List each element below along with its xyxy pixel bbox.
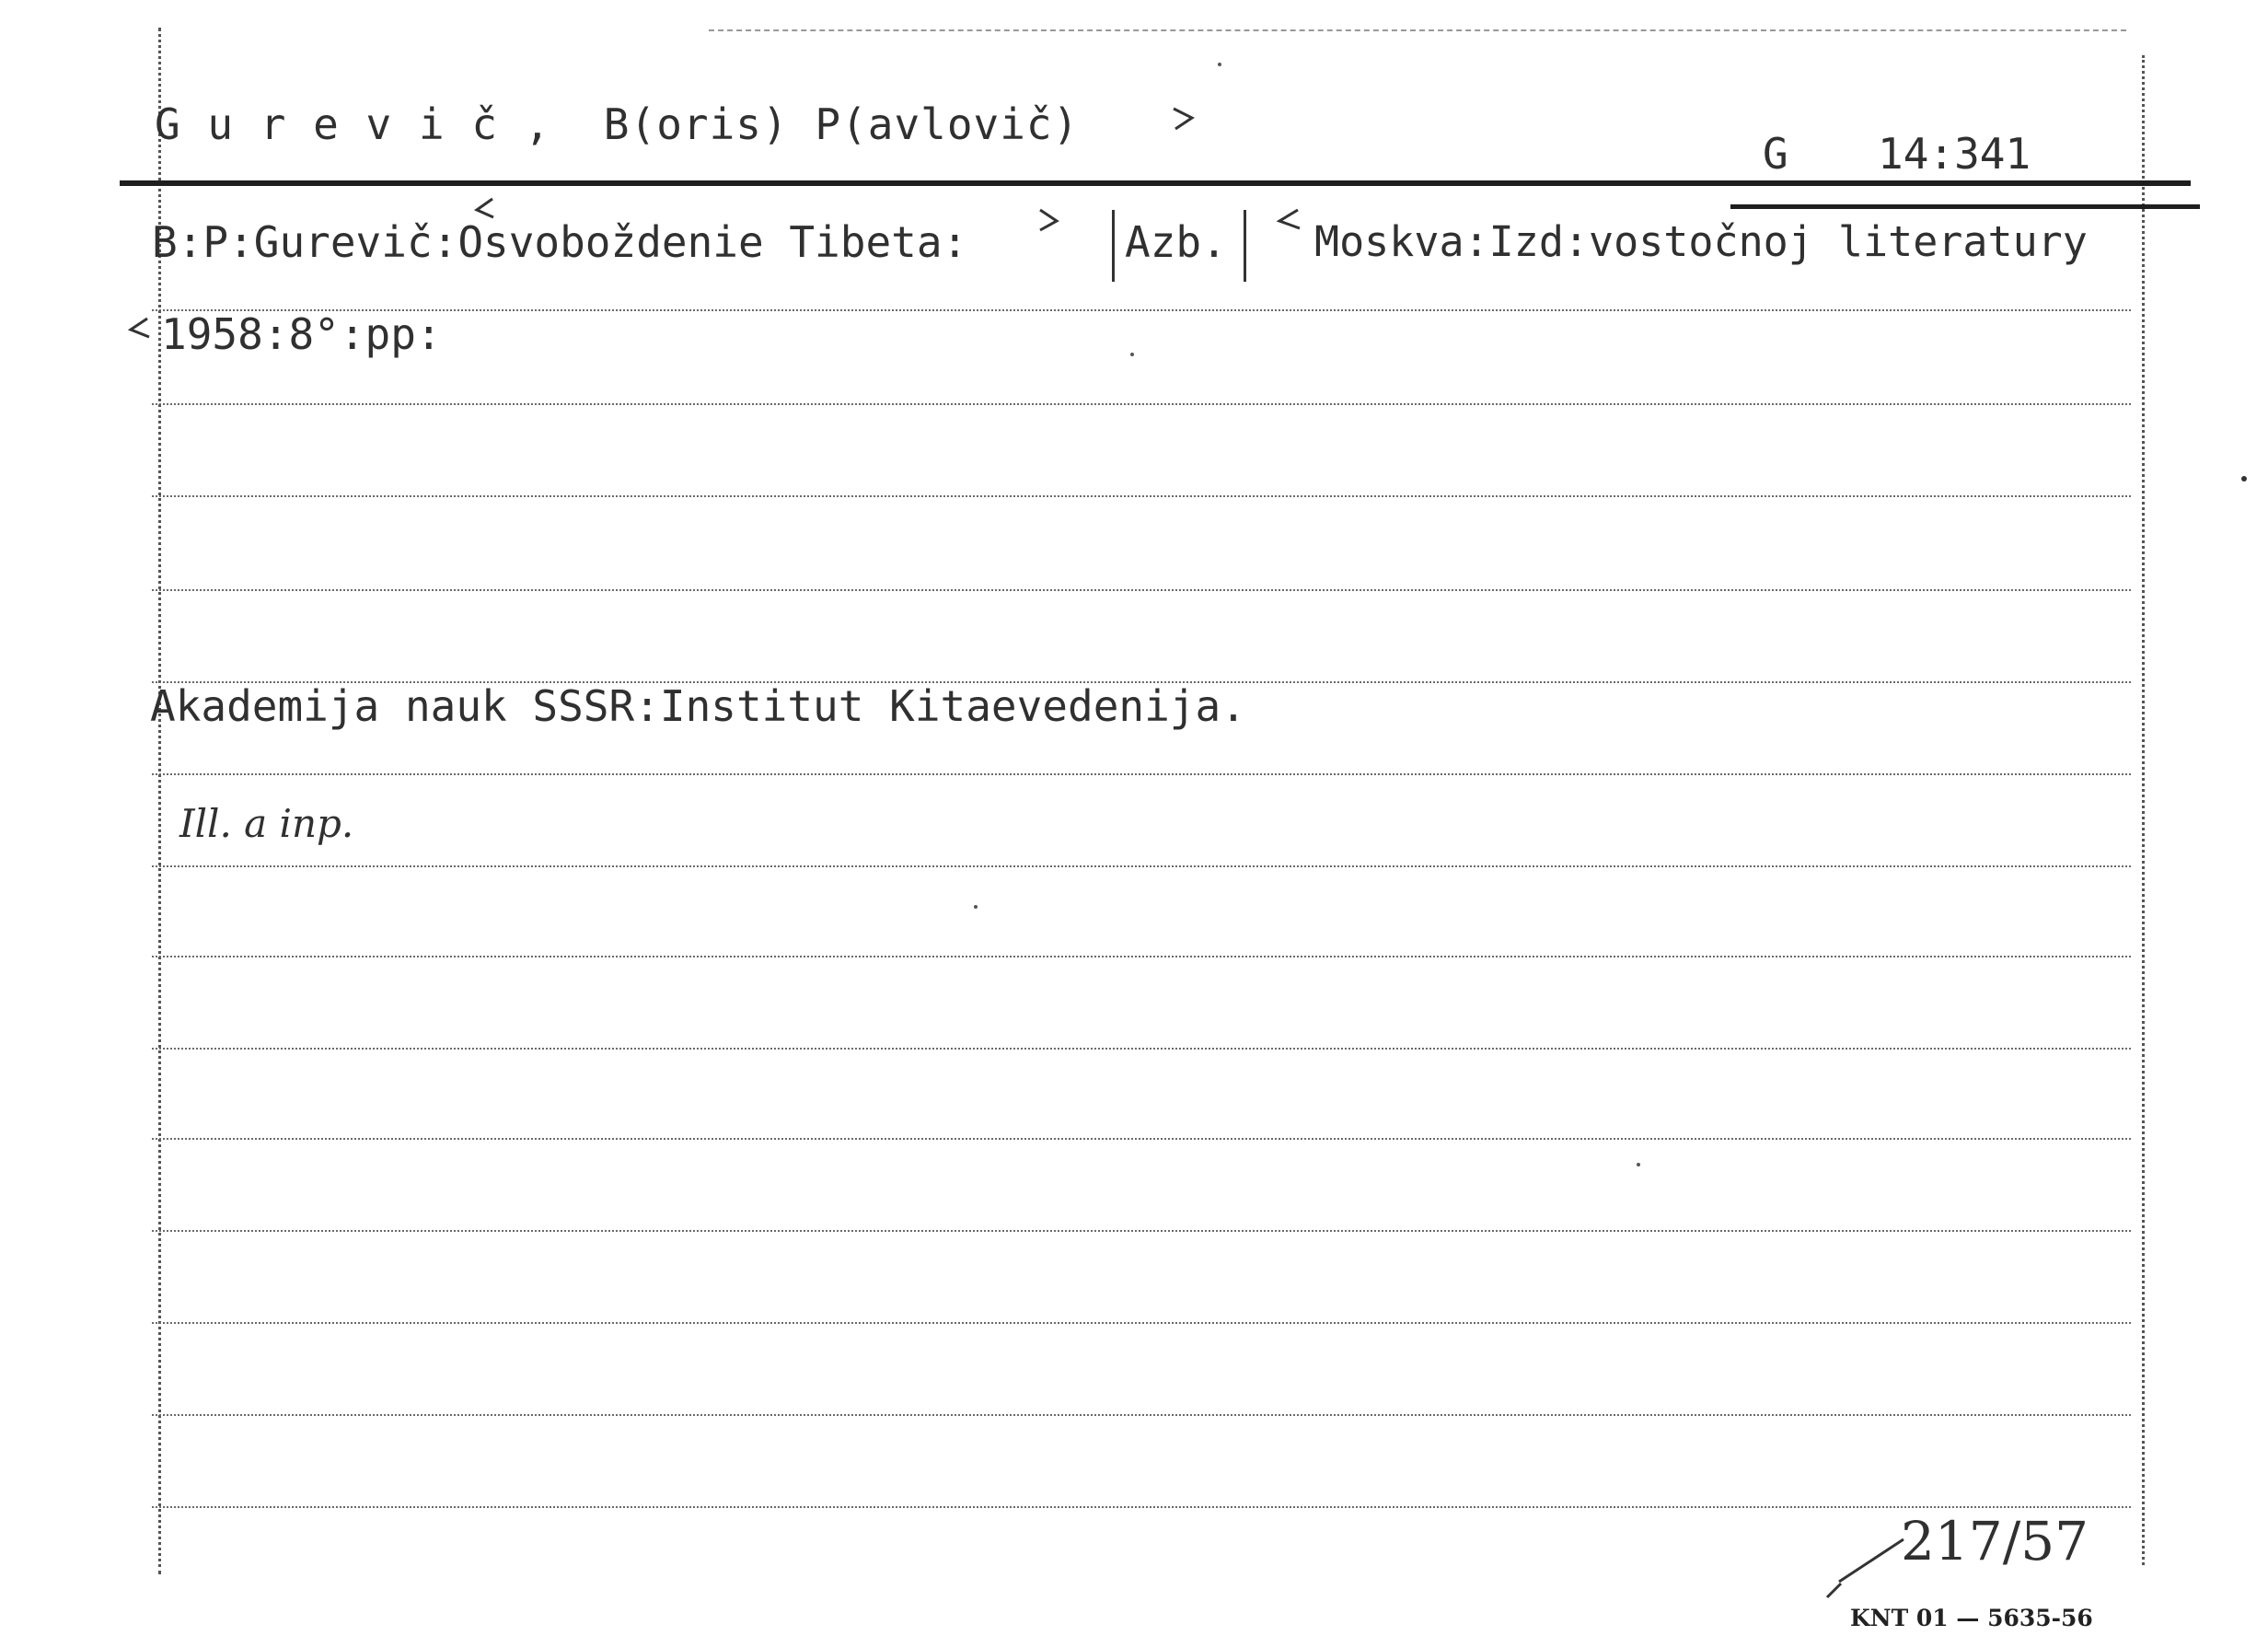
open-angle-mark — [477, 199, 493, 217]
open-angle-mark — [1279, 210, 1300, 228]
speck — [974, 905, 978, 909]
handwritten-number: 217/57 — [1901, 1510, 2089, 1572]
speck — [1637, 1163, 1640, 1166]
check-mark — [1827, 1539, 1904, 1597]
corporate-note: Akademija nauk SSSR:Institut Kitaevedenija. — [150, 681, 1246, 731]
speck — [1218, 63, 1221, 66]
speck — [1130, 353, 1134, 356]
author-heading: G u r e v i č , B(oris) P(avlovič) — [155, 99, 1080, 149]
publication-details: 1958:8°:pp: — [161, 309, 442, 359]
close-angle-mark — [1040, 210, 1057, 230]
call-number: 14:341 — [1878, 129, 2031, 179]
close-angle-mark — [1174, 109, 1192, 129]
speck — [2241, 476, 2247, 482]
publisher: Moskva:Izd:vostočnoj literatury — [1314, 217, 2088, 266]
title-statement: B:P:Gurevič:Osvoboždenie Tibeta: — [152, 217, 968, 267]
open-angle-mark — [131, 319, 149, 337]
script-note: Azb. — [1125, 217, 1227, 267]
footer-code: KNT 01 — 5635-56 — [1850, 1605, 2093, 1631]
call-number-prefix: G — [1763, 129, 1788, 179]
handwritten-note: Ill. a inp. — [179, 801, 354, 846]
